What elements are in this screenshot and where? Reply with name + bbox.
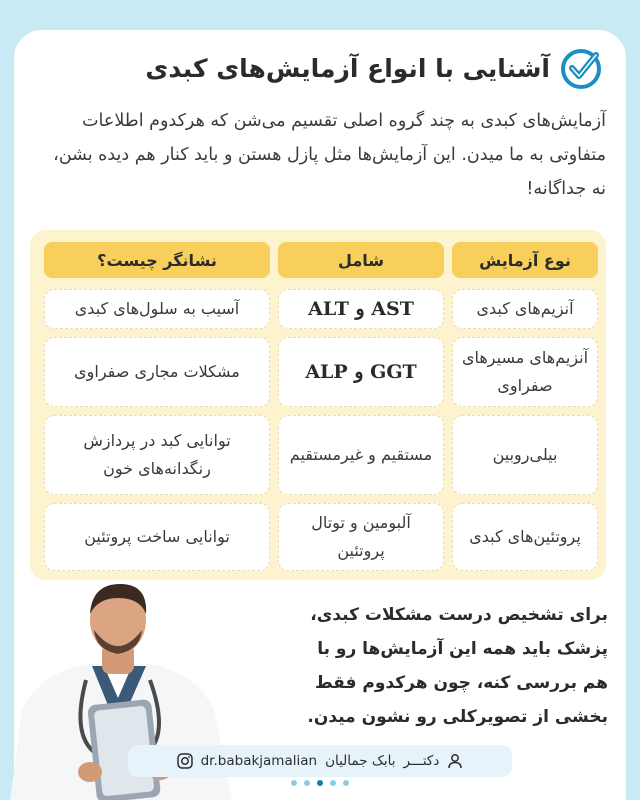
header-includes: شامل (278, 242, 444, 278)
table-cell: مشکلات مجاری صفراوی (44, 337, 270, 407)
table-cell: مستقیم و غیرمستقیم (278, 415, 444, 495)
page-dot-active[interactable] (317, 780, 323, 786)
table-cell: پروتئین‌های کبدی (452, 503, 598, 571)
page-dot[interactable] (343, 780, 349, 786)
instagram-icon[interactable] (177, 753, 193, 769)
instagram-handle[interactable]: dr.babakjamalian (200, 753, 318, 769)
doctor-name: بابک جمالیان (325, 753, 396, 769)
page-indicator (0, 780, 640, 792)
table-cell: توانایی ساخت پروتئین (44, 503, 270, 571)
table-cell: آلبومین و توتال پروتئین (278, 503, 444, 571)
page-dot[interactable] (330, 780, 336, 786)
user-icon (447, 753, 463, 769)
table-cell: آنزیم‌های مسیرهای صفراوی (452, 337, 598, 407)
header-indicator: نشانگر چیست؟ (44, 242, 270, 278)
table-cell: توانایی کبد در پردازش رنگدانه‌های خون (44, 415, 270, 495)
page-dot[interactable] (304, 780, 310, 786)
table-cell: GGT و ALP (278, 337, 444, 407)
table-cell: AST و ALT (278, 289, 444, 329)
page-dot[interactable] (291, 780, 297, 786)
intro-paragraph: آزمایش‌های کبدی به چند گروه اصلی تقسیم می‌شن که هرکدوم اطلاعات متفاوتی به ما میدن. این آزمایش‌ها مثل پازل هستن و باید کنار هم دیده بشن، نه جداگانه! (53, 111, 606, 199)
table-cell: بیلی‌روبین (452, 415, 598, 495)
summary-text: برای تشخیص درست مشکلات کبدی، پزشک باید همه این آزمایش‌ها رو با هم بررسی کنه، چون هرکدوم فقط بخشی از تصویرکلی رو نشون میدن. (307, 605, 608, 727)
name-prefix: دکتـــر (403, 753, 440, 769)
table-cell: آسیب به سلول‌های کبدی (44, 289, 270, 329)
check-badge-icon (560, 47, 602, 89)
footer-credit (128, 745, 512, 777)
table-cell: آنزیم‌های کبدی (452, 289, 598, 329)
header-test-type: نوع آزمایش (452, 242, 598, 278)
header (145, 46, 602, 90)
page-title: آشنایی با انواع آزمایش‌های کبدی (145, 53, 550, 83)
